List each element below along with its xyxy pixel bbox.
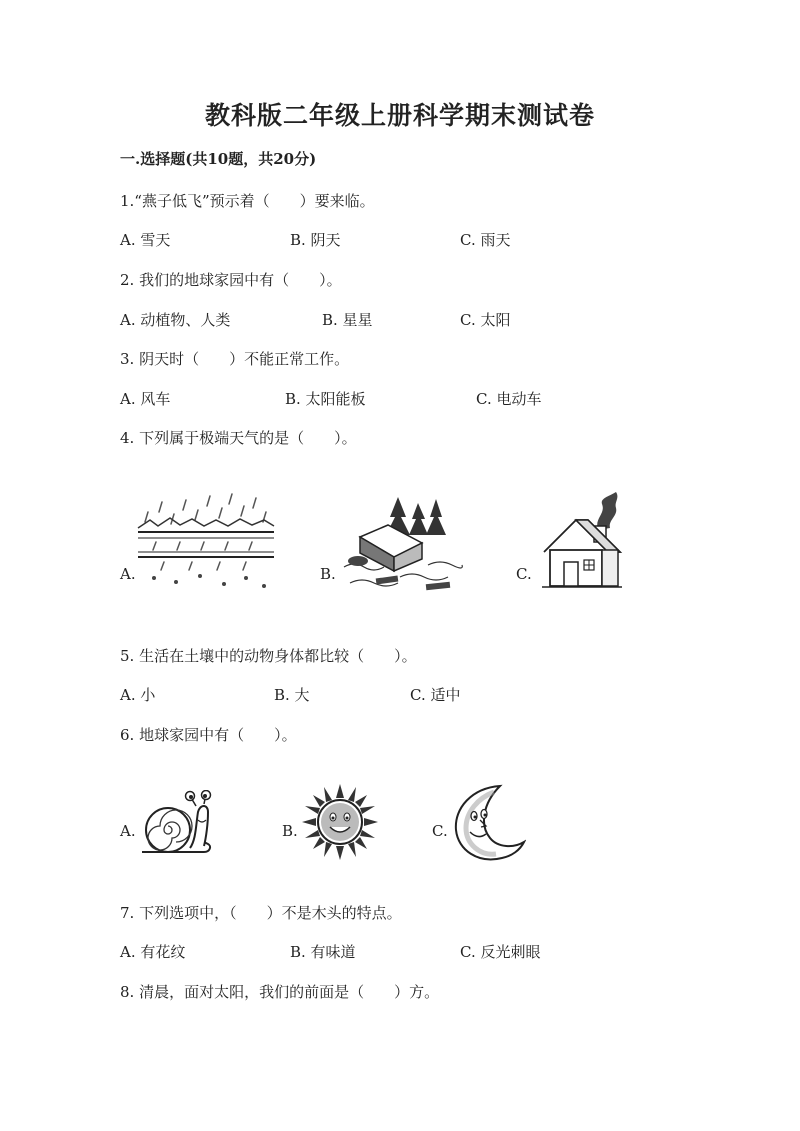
page-title: 教科版二年级上册科学期末测试卷 (204, 101, 595, 130)
snail-icon (138, 790, 216, 858)
rain-icon (136, 490, 276, 595)
q2-option-a[interactable]: A. 动植物、人类 (120, 311, 231, 329)
question-3: 3. 阴天时（ ）不能正常工作。 (120, 350, 350, 368)
question-7: 7. 下列选项中，（ ）不是木头的特点。 (120, 904, 402, 922)
q1-option-a[interactable]: A. 雪天 (120, 231, 171, 249)
question-4: 4. 下列属于极端天气的是（ ）。 (120, 429, 357, 447)
sun-icon (300, 782, 380, 862)
q7-option-c[interactable]: C. 反光刺眼 (460, 943, 541, 961)
q6-option-c[interactable]: C. (432, 822, 448, 840)
q3-option-c[interactable]: C. 电动车 (476, 390, 542, 408)
section-heading: 一.选择题(共10题，共20分) (120, 150, 317, 168)
q2-option-c[interactable]: C. 太阳 (460, 311, 511, 329)
q6-option-a[interactable]: A. (120, 822, 136, 840)
q1-option-c[interactable]: C. 雨天 (460, 231, 511, 249)
q5-option-b[interactable]: B. 大 (274, 686, 310, 704)
question-6: 6. 地球家园中有（ ）。 (120, 726, 297, 744)
q5-option-a[interactable]: A. 小 (120, 686, 156, 704)
question-2: 2. 我们的地球家园中有（ ）。 (120, 271, 342, 289)
q4-option-b[interactable]: B. (320, 565, 336, 583)
moon-icon (450, 782, 526, 864)
q6-option-b[interactable]: B. (282, 822, 298, 840)
q1-option-b[interactable]: B. 阴天 (290, 231, 341, 249)
q4-option-a[interactable]: A. (120, 565, 136, 583)
q2-option-b[interactable]: B. 星星 (322, 311, 373, 329)
q3-option-b[interactable]: B. 太阳能板 (285, 390, 366, 408)
house-icon (536, 490, 628, 592)
q4-option-c[interactable]: C. (516, 565, 532, 583)
q5-option-c[interactable]: C. 适中 (410, 686, 461, 704)
q7-option-a[interactable]: A. 有花纹 (120, 943, 186, 961)
q3-option-a[interactable]: A. 风车 (120, 390, 171, 408)
flood-icon (340, 495, 465, 595)
question-5: 5. 生活在土壤中的动物身体都比较（ ）。 (120, 647, 417, 665)
q7-option-b[interactable]: B. 有味道 (290, 943, 356, 961)
question-1: 1.“燕子低飞”预示着（ ）要来临。 (120, 192, 375, 210)
question-8: 8. 清晨，面对太阳，我们的前面是（ ）方。 (120, 983, 440, 1001)
